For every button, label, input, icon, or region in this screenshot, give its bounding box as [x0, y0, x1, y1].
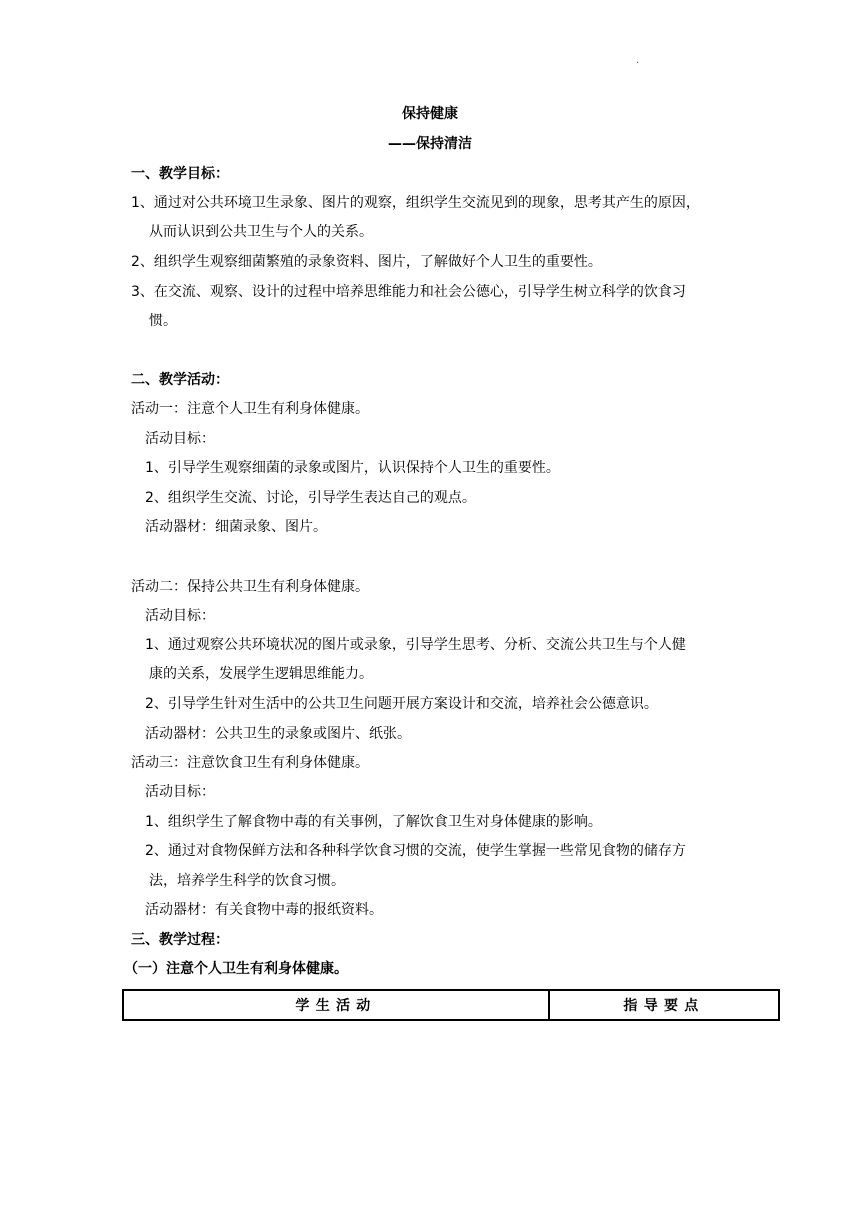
table-header-row [123, 990, 779, 1020]
process-subheading: （一）注意个人卫生有利身体健康。 [124, 961, 348, 977]
document-subtitle: ——保持清洁 [388, 136, 472, 152]
activity-goal-continuation: 康的关系，发展学生逻辑思维能力。 [149, 666, 373, 682]
activity-goal: 1、引导学生观察细菌的录象或图片，认识保持个人卫生的重要性。 [145, 460, 560, 476]
activity-title: 活动二：保持公共卫生有利身体健康。 [131, 579, 369, 595]
activity-materials: 活动器材：公共卫生的录象或图片、纸张。 [145, 726, 411, 742]
process-table [122, 989, 780, 1021]
goal-item: 2、组织学生观察细菌繁殖的录象资料、图片，了解做好个人卫生的重要性。 [131, 254, 602, 270]
activity-title: 活动三：注意饮食卫生有利身体健康。 [131, 755, 369, 771]
table-header-student-activity: 学生活动 [123, 990, 549, 1020]
activity-materials: 活动器材：有关食物中毒的报纸资料。 [145, 902, 383, 918]
goal-item-continuation: 从而认识到公共卫生与个人的关系。 [149, 224, 373, 240]
activity-title: 活动一：注意个人卫生有利身体健康。 [131, 401, 369, 417]
document-title: 保持健康 [402, 106, 458, 122]
section-heading-goals: 一、教学目标： [131, 166, 229, 182]
activity-goal: 1、通过观察公共环境状况的图片或录象，引导学生思考、分析、交流公共卫生与个人健 [145, 637, 686, 653]
activity-goal: 2、通过对食物保鲜方法和各种科学饮食习惯的交流，使学生掌握一些常见食物的储存方 [145, 843, 686, 859]
section-heading-activities: 二、教学活动： [131, 372, 229, 388]
goal-item: 1、通过对公共环境卫生录象、图片的观察，组织学生交流见到的现象，思考其产生的原因， [131, 195, 700, 211]
activity-goal-label: 活动目标： [145, 608, 215, 624]
activity-materials: 活动器材：细菌录象、图片。 [145, 519, 327, 535]
activity-goal-continuation: 法，培养学生科学的饮食习惯。 [149, 873, 345, 889]
activity-goal-label: 活动目标： [145, 431, 215, 447]
section-heading-process: 三、教学过程： [131, 932, 229, 948]
corner-mark: . [636, 55, 640, 66]
activity-goal: 2、引导学生针对生活中的公共卫生问题开展方案设计和交流，培养社会公德意识。 [145, 696, 658, 712]
activity-goal: 2、组织学生交流、讨论，引导学生表达自己的观点。 [145, 490, 476, 506]
goal-item: 3、在交流、观察、设计的过程中培养思维能力和社会公德心，引导学生树立科学的饮食习 [131, 284, 686, 300]
table-header-guidance-points: 指导要点 [549, 990, 779, 1020]
activity-goal: 1、组织学生了解食物中毒的有关事例，了解饮食卫生对身体健康的影响。 [145, 814, 602, 830]
activity-goal-label: 活动目标： [145, 784, 215, 800]
goal-item-continuation: 惯。 [149, 313, 177, 329]
